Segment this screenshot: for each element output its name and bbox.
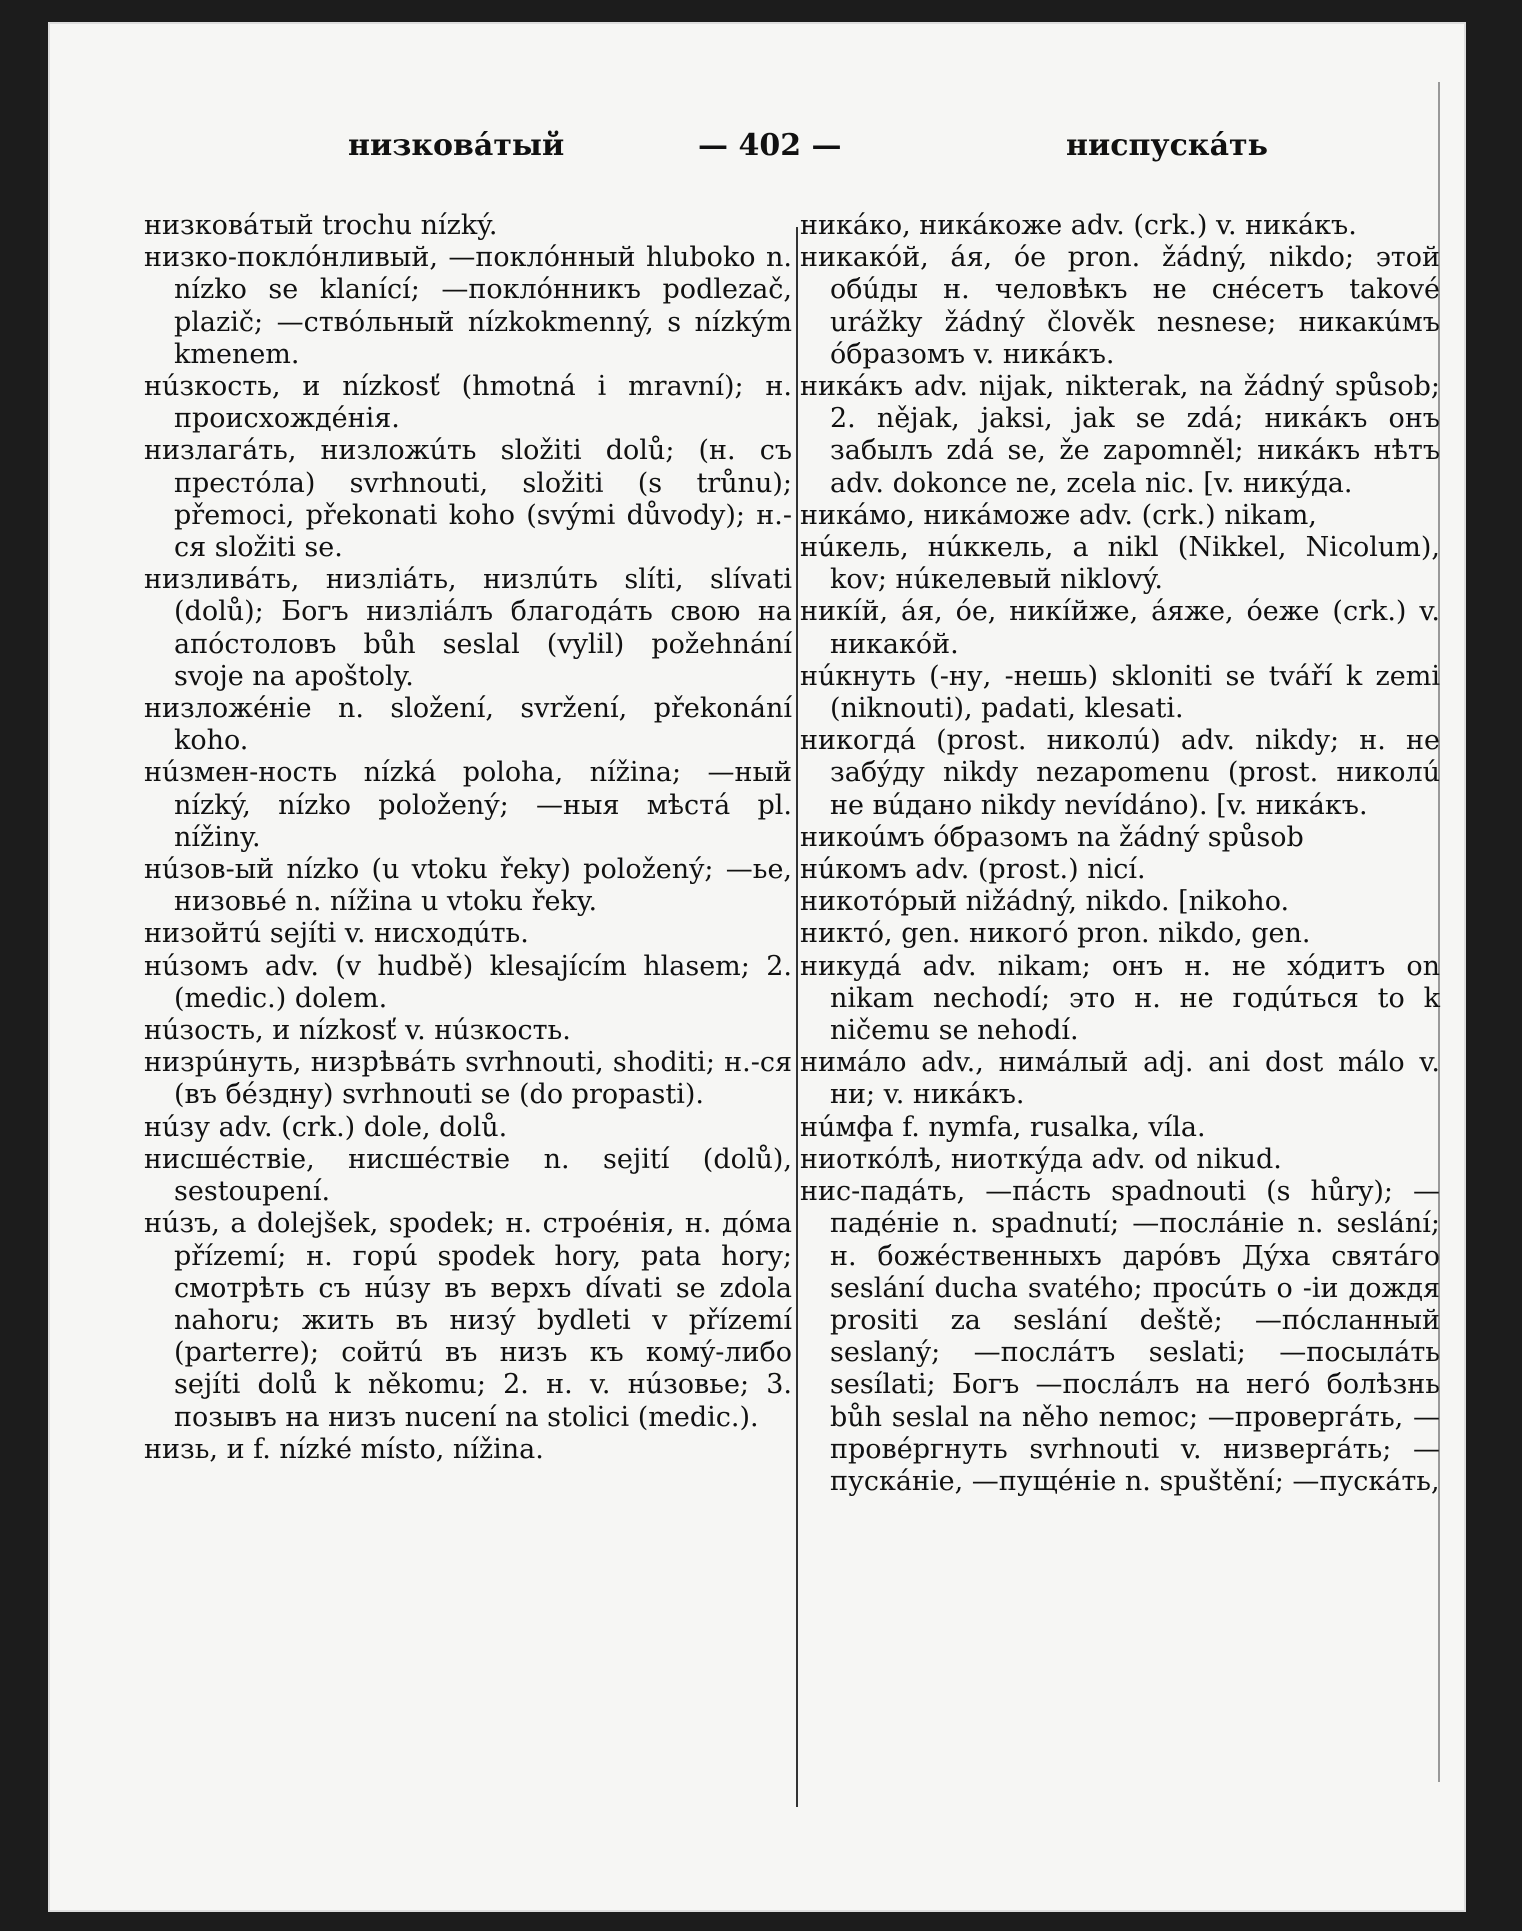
dictionary-entry: никоúмъ óбразомъ na žádný spůsob xyxy=(800,821,1304,853)
dictionary-entry: нúзов-ый nízko (u vtoku řeky) položený; —ье, низовьé n. nížina u vtoku řeky. xyxy=(144,854,792,918)
dictionary-entry: никтó, gen. никогó pron. nikdo, gen. xyxy=(800,918,1311,950)
dictionary-entry: нисшéствіе, нисшéствіе n. sejití (dolů), sestoupení. xyxy=(144,1143,792,1208)
dictionary-entry: низрúнуть, низрѣвáть svrhnouti, shoditi; н.-ся (въ бéздну) svrhnouti se (do propasti). xyxy=(144,1047,792,1111)
dictionary-entry: ниоткóлѣ, ниоткýда adv. od nikud. xyxy=(800,1143,1282,1175)
page-number: — 402 — xyxy=(698,128,842,163)
dictionary-entry: нис-падáть, —пáсть spadnouti (s hůry); —падéніе n. spadnutí; —послáніе n. seslání; н. божéственныхъ дарóвъ Дýха святáго seslání ducha svatého; просúть о -іи дождя prositi za seslání deště; —пóсланный seslaný; —послáтъ seslati; —посылáть sesílati; Богъ —послáлъ на негó болѣзнь bůh seslal na něho nemoc; —провергáть, —провéргнуть svrhnouti v. низвергáть; —пускáніе, —пущéніе n. spuštění; —пускáть, xyxy=(800,1176,1440,1497)
dictionary-entry: никудá adv. nikam; онъ н. не хóдитъ on nikam nechodí; это н. не годúться to k ničemu se nehodí. xyxy=(800,950,1440,1047)
left-running-headword: низковáтый xyxy=(348,128,565,163)
dictionary-entry: никогдá (prost. николú) adv. nikdy; н. не забýду nikdy nezapomenu (prost. николú не вúдано nikdy nevídáno). [v. никáкъ. xyxy=(800,725,1440,821)
dictionary-entry: нúзу adv. (crk.) dole, dolů. xyxy=(144,1111,508,1143)
dictionary-entry: нúзъ, a dolejšek, spodek; н. строéнія, н. дóма přízemí; н. горú spodek hory, pata hory; смотрѣть съ нúзу въ верхъ dívati se zdola nahoru; жить въ низý bydleti v přízemí (parterre); сойтú въ низъ къ комý-либо sejíti dolů k někomu; 2. н. v. нúзовье; 3. позывъ на низъ nucení na stolici (medic.). xyxy=(144,1208,792,1433)
dictionary-page xyxy=(48,22,1466,1912)
dictionary-entry: никíй, áя, óе, никíйже, áяже, óеже (crk.) v. никакóй. xyxy=(800,596,1440,660)
dictionary-entry: низко-поклóнливый, —поклóнный hluboko n. nízko se klanící; —поклóнникъ podlezač, plazič; —ствóльный nízkokmenný, s nízkým kmenem. xyxy=(144,242,792,370)
dictionary-entry: низлагáть, низложúть složiti dolů; (н. съ престóла) svrhnouti, složiti (s trůnu); přemoci, překonati koho (svými důvody); н.-ся složiti se. xyxy=(144,435,792,564)
dictionary-entry: низь, и f. nízké místo, nížina. xyxy=(144,1433,544,1465)
column-divider xyxy=(796,227,798,1807)
dictionary-entry: нúмфа f. nymfa, rusalka, víla. xyxy=(800,1111,1206,1143)
dictionary-entry: нúзмен-ность nízká poloha, nížina; —ный nízký, nízko položený; —ныя мѣстá pl. nížiny. xyxy=(144,757,792,853)
dictionary-entry: никáмо, никáможе adv. (crk.) nikam, xyxy=(800,499,1317,531)
page-header xyxy=(48,128,1466,168)
dictionary-entry: никотóрый nižádný, nikdo. [nikoho. xyxy=(800,886,1290,918)
left-column xyxy=(144,210,792,1466)
dictionary-entry: низливáть, низлiáть, низлúть slíti, slívati (dolů); Богъ низлiáлъ благодáть свою на апóстоловъ bůh seslal (vylil) požehnání svoje na apoštoly. xyxy=(144,564,792,692)
dictionary-entry: никáкъ adv. nijak, nikterak, na žádný spůsob; 2. nějak, jaksi, jak se zdá; никáкъ онъ забылъ zdá se, že zapomněl; никáкъ нѣтъ adv. dokonce ne, zcela nic. [v. никýда. xyxy=(800,371,1440,499)
right-running-headword: ниспускáть xyxy=(1066,128,1268,163)
right-column xyxy=(800,210,1440,1498)
dictionary-entry: нúзкость, и nízkosť (hmotná i mravní); н. происхождéнія. xyxy=(144,371,792,435)
dictionary-entry: никáко, никáкоже adv. (crk.) v. никáкъ. xyxy=(800,210,1357,241)
dictionary-entry: нúзость, и nízkosť v. нúзкость. xyxy=(144,1015,571,1047)
dictionary-entry: никакóй, áя, óе pron. žádný, nikdo; этой обúды н. человѣкъ не снéсетъ takové urážky žádný člověk nesnese; никакúмъ óбразомъ v. никáкъ. xyxy=(800,242,1440,370)
dictionary-entry: нúзомъ adv. (v hudbě) klesajícím hlasem; 2. (medic.) dolem. xyxy=(144,950,792,1014)
dictionary-entry: низойтú sejíti v. нисходúть. xyxy=(144,918,529,950)
dictionary-entry: низковáтый trochu nízký. xyxy=(144,210,498,241)
dictionary-entry: нúкнуть (-ну, -нешь) skloniti se tváří k zemi (niknouti), padati, klesati. xyxy=(800,660,1440,725)
dictionary-entry: нимáло adv., нимáлый adj. ani dost málo v. ни; v. никáкъ. xyxy=(800,1047,1440,1111)
dictionary-entry: низложéніе n. složení, svržení, překonání koho. xyxy=(144,693,792,757)
dictionary-entry: нúкомъ adv. (prost.) nicí. xyxy=(800,854,1146,886)
dictionary-entry: нúкель, нúккель, a nikl (Nikkel, Nicolum), kov; нúкелевый niklový. xyxy=(800,532,1440,596)
